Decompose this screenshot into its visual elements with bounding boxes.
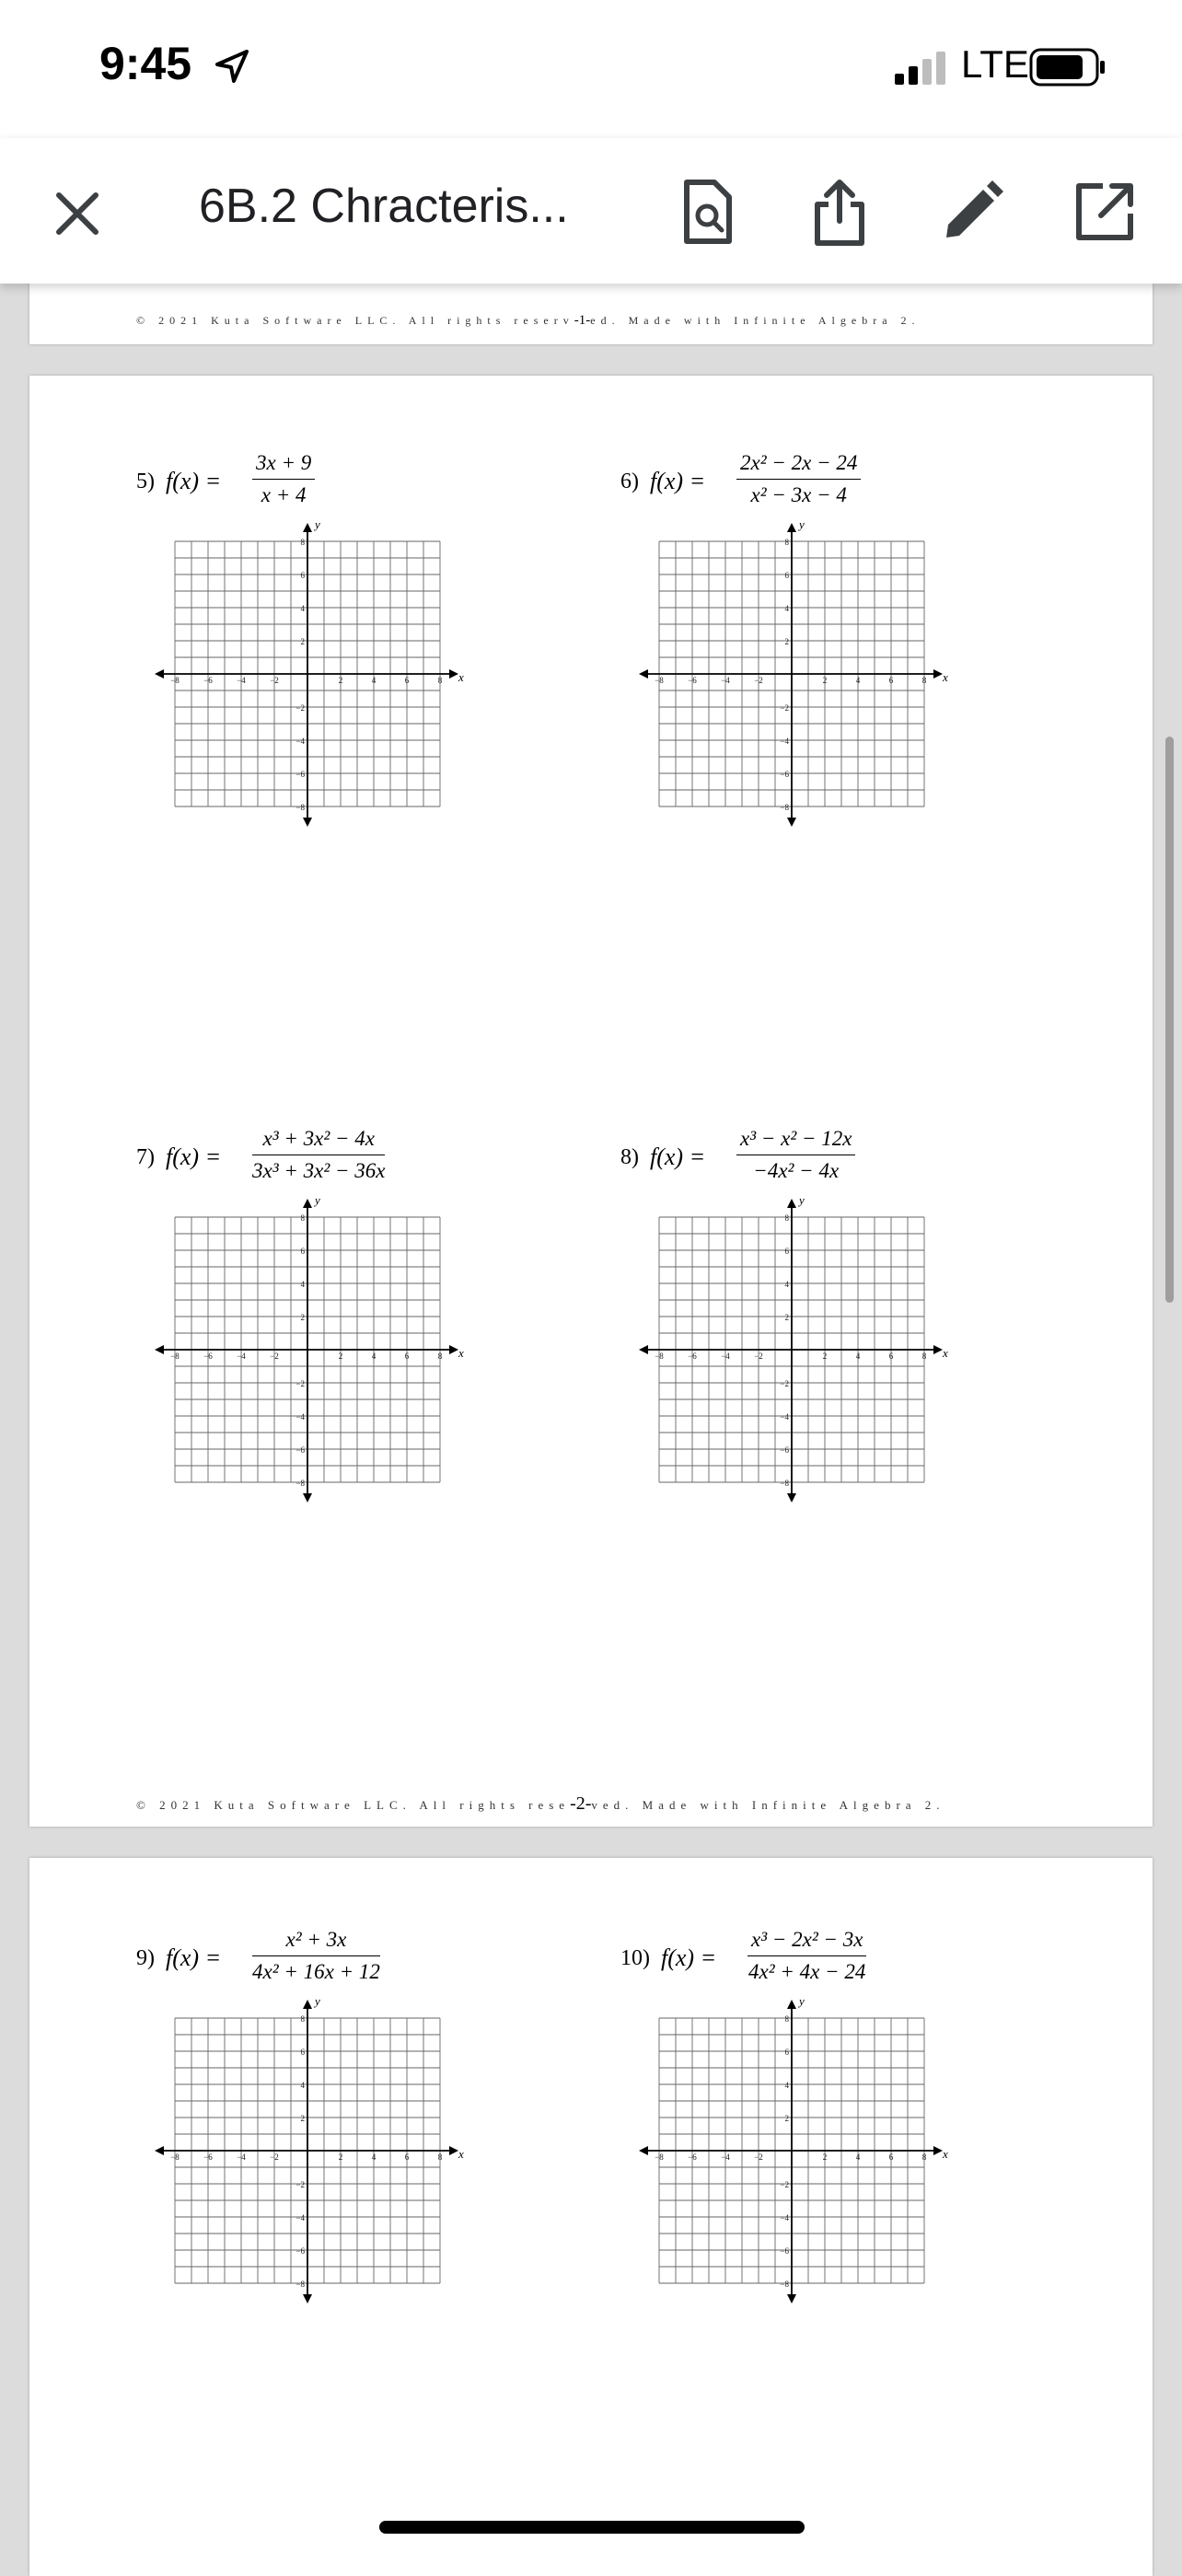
share-icon[interactable] (801, 173, 878, 250)
y-axis-label: y (799, 1193, 805, 1207)
y-tick-label: −8 (780, 2280, 789, 2289)
y-tick-label: −6 (296, 2246, 305, 2256)
y-tick-label: 4 (300, 1280, 305, 1289)
y-tick-label: −6 (296, 770, 305, 779)
x-tick-label: −2 (270, 2152, 279, 2162)
y-tick-label: −2 (780, 1379, 789, 1388)
coordinate-grid (147, 1990, 464, 2303)
y-axis-label: y (315, 1994, 320, 2008)
page-number: -2- (570, 1793, 592, 1814)
y-tick-label: 8 (300, 2014, 305, 2024)
x-tick-label: 6 (404, 1352, 410, 1361)
y-tick-label: −6 (780, 2246, 789, 2256)
x-tick-label: 6 (888, 1352, 894, 1361)
x-tick-label: −4 (721, 2152, 730, 2162)
y-tick-label: −2 (296, 703, 305, 713)
y-tick-label: −6 (296, 1445, 305, 1455)
coordinate-grid (632, 1990, 948, 2303)
x-tick-label: 8 (437, 1352, 443, 1361)
x-tick-label: −6 (688, 676, 697, 685)
y-tick-label: 8 (300, 538, 305, 547)
x-tick-label: 2 (822, 676, 828, 685)
x-tick-label: 4 (855, 1352, 861, 1361)
coordinate-grid (147, 514, 464, 827)
x-tick-label: −2 (754, 1352, 763, 1361)
x-axis-label: x (943, 2147, 948, 2161)
x-tick-label: −8 (655, 1352, 664, 1361)
x-tick-label: 2 (338, 2152, 343, 2162)
y-tick-label: 6 (784, 571, 789, 580)
x-tick-label: −6 (203, 676, 213, 685)
y-tick-label: −4 (296, 1412, 305, 1421)
y-tick-label: 4 (784, 2081, 789, 2090)
x-tick-label: −4 (237, 2152, 246, 2162)
y-tick-label: −2 (296, 1379, 305, 1388)
fraction: $\frac{\text{x³ − x² − 12x}}{\text{−4x² − 4x}}$ (736, 1127, 855, 1183)
network-type: LTE (961, 42, 1029, 86)
battery-icon (1029, 48, 1107, 87)
y-tick-label: 6 (784, 2048, 789, 2057)
x-tick-label: −2 (270, 676, 279, 685)
signal-icon (895, 52, 950, 85)
y-tick-label: −2 (780, 703, 789, 713)
x-tick-label: 2 (338, 1352, 343, 1361)
x-tick-label: 6 (404, 2152, 410, 2162)
y-tick-label: 8 (300, 1213, 305, 1223)
coordinate-grid (632, 514, 948, 827)
y-tick-label: 6 (300, 2048, 305, 2057)
x-tick-label: −4 (721, 1352, 730, 1361)
x-tick-label: −6 (203, 2152, 213, 2162)
x-tick-label: 8 (437, 2152, 443, 2162)
y-tick-label: 4 (784, 604, 789, 613)
x-tick-label: 4 (855, 676, 861, 685)
status-time: 9:45 (99, 38, 192, 89)
y-tick-label: 8 (784, 538, 789, 547)
y-tick-label: −6 (780, 770, 789, 779)
coordinate-grid (632, 1189, 948, 1503)
location-arrow-icon (214, 48, 250, 85)
x-tick-label: −8 (170, 2152, 180, 2162)
y-tick-label: 2 (784, 1313, 789, 1322)
search-document-icon[interactable] (668, 173, 746, 250)
y-tick-label: 8 (784, 1213, 789, 1223)
x-tick-label: 8 (921, 1352, 927, 1361)
y-tick-label: −6 (780, 1445, 789, 1455)
y-axis-label: y (799, 517, 805, 531)
x-tick-label: −8 (170, 676, 180, 685)
fraction: $\frac{\text{x³ + 3x² − 4x}}{\text{3x³ + 3x² − 36x}}$ (252, 1127, 386, 1182)
y-tick-label: −8 (296, 1479, 305, 1488)
x-axis-label: x (943, 670, 948, 684)
y-tick-label: 4 (784, 1280, 789, 1289)
page-footer: © 2021 Kuta Software LLC. All rights rese-2-ved. Made with Infinite Algebra 2. (136, 1793, 945, 1814)
y-tick-label: 4 (300, 604, 305, 613)
y-axis-label: y (315, 1193, 320, 1207)
page-footer: © 2021 Kuta Software LLC. All rights reserv-1-ed. Made with Infinite Algebra 2. (136, 313, 921, 328)
coordinate-grid (147, 1189, 464, 1503)
x-tick-label: 2 (338, 676, 343, 685)
y-tick-label: −8 (296, 803, 305, 812)
x-tick-label: −6 (203, 1352, 213, 1361)
x-tick-label: 6 (888, 676, 894, 685)
y-axis-label: y (799, 1994, 805, 2008)
y-tick-label: −8 (780, 803, 789, 812)
y-tick-label: −4 (296, 737, 305, 746)
x-tick-label: 2 (822, 1352, 828, 1361)
y-axis-label: y (315, 517, 320, 531)
x-tick-label: 6 (404, 676, 410, 685)
x-tick-label: −8 (655, 676, 664, 685)
y-tick-label: −4 (780, 2213, 789, 2222)
edit-pencil-icon[interactable] (933, 173, 1011, 250)
y-tick-label: 2 (784, 2114, 789, 2123)
y-tick-label: 6 (784, 1247, 789, 1256)
x-tick-label: −4 (237, 676, 246, 685)
document-title: 6B.2 Chracteris... (199, 180, 569, 233)
x-tick-label: 4 (371, 676, 377, 685)
y-tick-label: 4 (300, 2081, 305, 2090)
x-tick-label: −4 (721, 676, 730, 685)
x-tick-label: −2 (754, 2152, 763, 2162)
y-tick-label: 2 (300, 2114, 305, 2123)
x-tick-label: −6 (688, 1352, 697, 1361)
fraction: $\frac{\text{x³ − 2x² − 3x}}{\text{4x² + 4x − 24}}$ (748, 1928, 866, 1983)
x-tick-label: 8 (921, 2152, 927, 2162)
y-tick-label: −4 (780, 1412, 789, 1421)
y-tick-label: 2 (300, 1313, 305, 1322)
pdf-page-2: 5) f(x) = $\frac{3x + 9}{x + 4}$ x y −8 −6 −4 −2 2 4 6 8 8 6 4 2 −2 −4 −6 −8 6) f(x) = $\frac{\text{2x² − 2x − 24}}{\text{x² − 3x − 4}}$ x y −8 −6 −4 −2 2 4 6 8 8 6 4 2 −2 −4 −6 −8 7) f(x) = $\frac{\text{x³ + 3x² − 4x}}{\text{3x³ + 3x² − 36x}}$ x y −8 −6 −4 −2 2 4 6 8 8 6 4 2 −2 −4 −6 −8 8) f(x) = $\frac{\text{x³ − x² − 12x}}{\text{−4x² − 4x}}$ x y −8 −6 −4 −2 2 4 6 8 8 6 4 2 −2 −4 −6 −8 © 2021 Kuta Software LLC. All rights rese-2-ved. Made with Infinite Algebra 2. (29, 376, 1153, 1827)
x-tick-label: 8 (437, 676, 443, 685)
x-tick-label: −2 (754, 676, 763, 685)
x-tick-label: 4 (371, 1352, 377, 1361)
x-tick-label: 6 (888, 2152, 894, 2162)
y-tick-label: 6 (300, 1247, 305, 1256)
fraction: $\frac{\text{2x² − 2x − 24}}{\text{x² − 3x − 4}}$ (736, 451, 861, 507)
y-tick-label: 6 (300, 571, 305, 580)
home-indicator[interactable] (379, 2521, 805, 2534)
x-tick-label: 4 (371, 2152, 377, 2162)
x-tick-label: 2 (822, 2152, 828, 2162)
x-tick-label: −2 (270, 1352, 279, 1361)
fraction: $\frac{\text{x² + 3x}}{\text{4x² + 16x + 12}}$ (252, 1928, 380, 1983)
x-axis-label: x (943, 1346, 948, 1360)
y-tick-label: 2 (300, 637, 305, 646)
x-tick-label: 4 (855, 2152, 861, 2162)
y-tick-label: 8 (784, 2014, 789, 2024)
scrollbar-thumb[interactable] (1165, 737, 1174, 1303)
x-tick-label: −8 (655, 2152, 664, 2162)
y-tick-label: −2 (296, 2180, 305, 2189)
viewer-toolbar (0, 138, 1182, 284)
x-tick-label: −4 (237, 1352, 246, 1361)
y-tick-label: −2 (780, 2180, 789, 2189)
page-number: -1- (574, 313, 591, 328)
close-icon[interactable] (44, 180, 110, 247)
fraction: $\frac{3x + 9}{x + 4}$ (252, 451, 315, 507)
x-axis-label: x (458, 2147, 464, 2161)
x-tick-label: −6 (688, 2152, 697, 2162)
status-bar (0, 0, 1182, 138)
y-tick-label: 2 (784, 637, 789, 646)
y-tick-label: −4 (780, 737, 789, 746)
y-tick-label: −8 (296, 2280, 305, 2289)
x-axis-label: x (458, 1346, 464, 1360)
open-external-icon[interactable] (1066, 173, 1143, 250)
y-tick-label: −8 (780, 1479, 789, 1488)
pdf-page-3: 9) f(x) = $\frac{\text{x² + 3x}}{\text{4x² + 16x + 12}}$ x y −8 −6 −4 −2 2 4 6 8 8 6 4 2 −2 −4 −6 −8 10) f(x) = $\frac{\text{x³ − 2x² − 3x}}{\text{4x² + 4x − 24}}$ x y −8 −6 −4 −2 2 4 6 8 8 6 4 2 −2 −4 −6 −8 (29, 1858, 1153, 2576)
x-axis-label: x (458, 670, 464, 684)
x-tick-label: 8 (921, 676, 927, 685)
y-tick-label: −4 (296, 2213, 305, 2222)
x-tick-label: −8 (170, 1352, 180, 1361)
